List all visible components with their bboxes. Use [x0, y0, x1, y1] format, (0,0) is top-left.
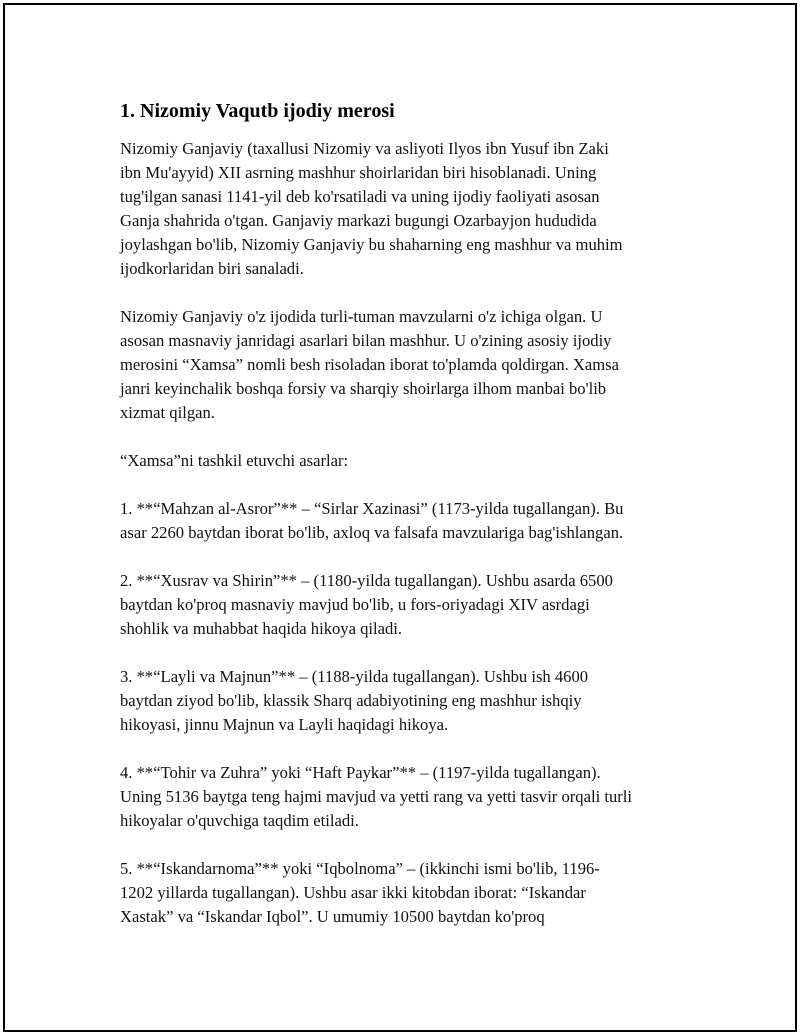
paragraph-intro — [120, 137, 700, 281]
text-line: 2. **“Xusrav va Shirin”** – (1180-yilda tugallangan). Ushbu asarda 6500 — [120, 571, 613, 590]
text-line: 5. **“Iskandarnoma”** yoki “Iqbolnoma” – (ikkinchi ismi bo'lib, 1196- — [120, 859, 600, 878]
text-line: 4. **“Tohir va Zuhra” yoki “Haft Paykar”** – (1197-yilda tugallangan). — [120, 763, 601, 782]
text-line: baytdan ziyod bo'lib, klassik Sharq adabiyotining eng mashhur ishqiy — [120, 691, 582, 710]
text-line: hikoyalar o'quvchiga taqdim etiladi. — [120, 811, 359, 830]
text-line: Xastak” va “Iskandar Iqbol”. U umumiy 10500 baytdan ko'proq — [120, 907, 545, 926]
text-line: Uning 5136 baytga teng hajmi mavjud va yetti rang va yetti tasvir orqali turli — [120, 787, 632, 806]
text-line: asosan masnaviy janridagi asarlari bilan mashhur. U o'zining asosiy ijodiy — [120, 331, 612, 350]
text-line: ibn Mu'ayyid) XII asrning mashhur shoirlaridan biri hisoblanadi. Uning — [120, 163, 597, 182]
text-line: hikoyasi, jinnu Majnun va Layli haqidagi hikoya. — [120, 715, 449, 734]
text-line: baytdan ko'proq masnaviy mavjud bo'lib, u fors-oriyadagi XIV asrdagi — [120, 595, 590, 614]
text-line: xizmat qilgan. — [120, 403, 215, 422]
text-line: Nizomiy Ganjaviy (taxallusi Nizomiy va asliyoti Ilyos ibn Yusuf ibn Zaki — [120, 139, 609, 158]
paragraph-list-intro — [120, 449, 700, 473]
text-line: merosini “Xamsa” nomli besh risoladan iborat to'plamda qoldirgan. Xamsa — [120, 355, 619, 374]
text-line: Nizomiy Ganjaviy o'z ijodida turli-tuman mavzularni o'z ichiga olgan. U — [120, 307, 603, 326]
text-line: 1202 yillarda tugallangan). Ushbu asar ikki kitobdan iborat: “Iskandar — [120, 883, 586, 902]
list-item-2 — [120, 569, 700, 641]
page-frame — [3, 3, 797, 1032]
text-line: joylashgan bo'lib, Nizomiy Ganjaviy bu shaharning eng mashhur va muhim — [120, 235, 623, 254]
text-line: 3. **“Layli va Majnun”** – (1188-yilda tugallangan). Ushbu ish 4600 — [120, 667, 589, 686]
text-line: shohlik va muhabbat haqida hikoya qiladi. — [120, 619, 403, 638]
text-line: ijodkorlaridan biri sanaladi. — [120, 259, 304, 278]
list-item-5 — [120, 857, 700, 929]
section-heading: 1. Nizomiy Vaqutb ijodiy merosi — [120, 100, 395, 122]
list-item-3 — [120, 665, 700, 737]
document-body — [120, 97, 700, 953]
text-line: “Xamsa”ni tashkil etuvchi asarlar: — [120, 451, 349, 470]
text-line: janri keyinchalik boshqa forsiy va sharqiy shoirlarga ilhom manbai bo'lib — [120, 379, 607, 398]
list-item-1 — [120, 497, 700, 545]
text-line: Ganja shahrida o'tgan. Ganjaviy markazi bugungi Ozarbayjon hududida — [120, 211, 597, 230]
list-item-4 — [120, 761, 700, 833]
text-line: tug'ilgan sanasi 1141-yil deb ko'rsatiladi va uning ijodiy faoliyati asosan — [120, 187, 600, 206]
paragraph-themes — [120, 305, 700, 425]
text-line: 1. **“Mahzan al-Asror”** – “Sirlar Xazinasi” (1173-yilda tugallangan). Bu — [120, 499, 624, 518]
text-line: asar 2260 baytdan iborat bo'lib, axloq va falsafa mavzulariga bag'ishlangan. — [120, 523, 624, 542]
